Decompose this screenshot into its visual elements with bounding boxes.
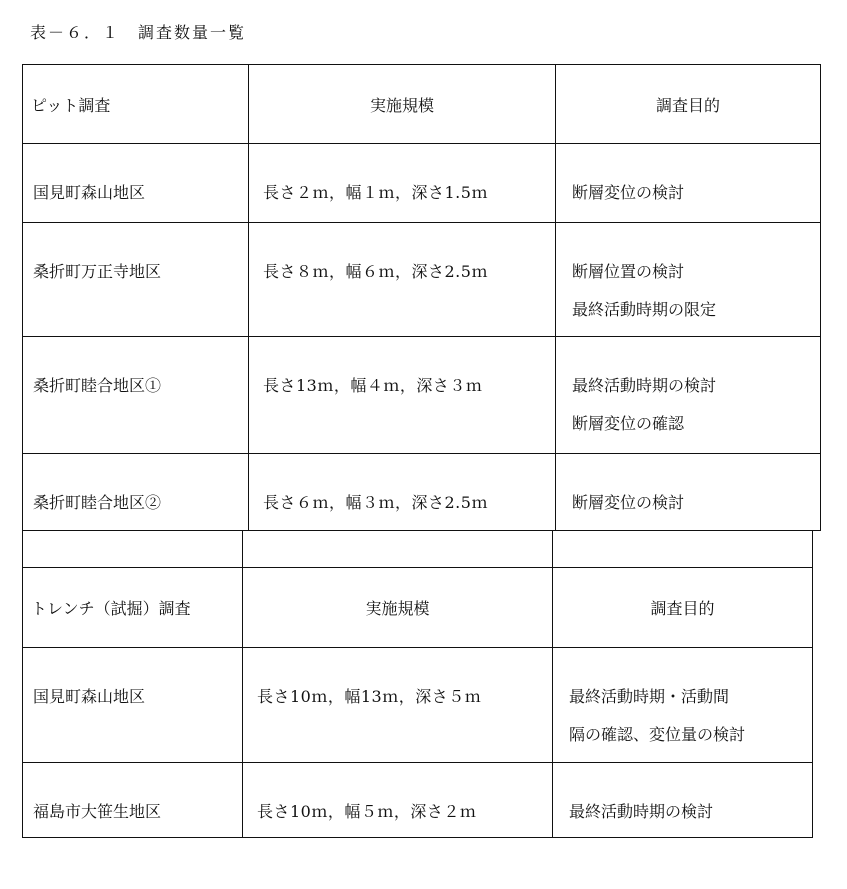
purpose-line: 断層変位の検討	[572, 493, 685, 512]
survey-purpose	[555, 223, 820, 336]
table-header-row	[23, 567, 812, 647]
survey-scale: 長さ10ｍ，幅13ｍ，深さ５ｍ	[242, 648, 552, 762]
purpose-line: 最終活動時期の検討	[572, 376, 717, 395]
table-row-empty	[23, 531, 812, 567]
table-row	[23, 762, 812, 838]
table-row	[23, 143, 820, 222]
empty-cell	[242, 531, 552, 567]
survey-scale: 長さ６ｍ，幅３ｍ，深さ2.5ｍ	[248, 454, 555, 531]
purpose-line: 最終活動時期の限定	[572, 300, 717, 319]
empty-cell	[552, 531, 812, 567]
table-header-row	[23, 65, 820, 143]
table-title: 表－６．１ 調査数量一覧	[30, 23, 247, 42]
survey-scale: 長さ８ｍ，幅６ｍ，深さ2.5ｍ	[248, 223, 555, 336]
header-scale: 実施規模	[242, 568, 552, 647]
purpose-line: 断層変位の検討	[572, 183, 685, 202]
header-purpose: 調査目的	[555, 65, 820, 143]
survey-purpose	[552, 648, 812, 762]
table-row	[23, 647, 812, 762]
survey-scale: 長さ10ｍ，幅５ｍ，深さ２ｍ	[242, 763, 552, 838]
header-survey-type: トレンチ（試掘）調査	[31, 599, 191, 618]
site-name: 桑折町万正寺地区	[33, 262, 162, 281]
table-row	[23, 453, 820, 531]
purpose-line: 最終活動時期の検討	[569, 802, 714, 821]
table-row	[23, 336, 820, 453]
header-scale: 実施規模	[248, 65, 555, 143]
empty-cell	[23, 531, 242, 567]
purpose-line: 断層位置の検討	[572, 262, 685, 281]
survey-purpose	[555, 144, 820, 222]
survey-purpose	[555, 337, 820, 453]
survey-scale: 長さ２ｍ，幅１ｍ，深さ1.5ｍ	[248, 144, 555, 222]
table-row	[23, 222, 820, 336]
trench-survey-table	[22, 530, 813, 838]
survey-purpose	[555, 454, 820, 531]
purpose-line: 最終活動時期・活動間	[569, 687, 730, 706]
site-name: 福島市大笹生地区	[33, 802, 162, 821]
site-name: 桑折町睦合地区②	[33, 493, 162, 512]
header-purpose: 調査目的	[552, 568, 812, 647]
survey-purpose	[552, 763, 812, 838]
site-name: 桑折町睦合地区①	[33, 376, 162, 395]
site-name: 国見町森山地区	[33, 183, 146, 202]
pit-survey-table	[22, 64, 821, 531]
site-name: 国見町森山地区	[33, 687, 146, 706]
header-survey-type: ピット調査	[31, 95, 111, 115]
survey-scale: 長さ13ｍ，幅４ｍ，深さ３ｍ	[248, 337, 555, 453]
purpose-line: 隔の確認、変位量の検討	[569, 725, 746, 744]
purpose-line: 断層変位の確認	[572, 414, 685, 433]
